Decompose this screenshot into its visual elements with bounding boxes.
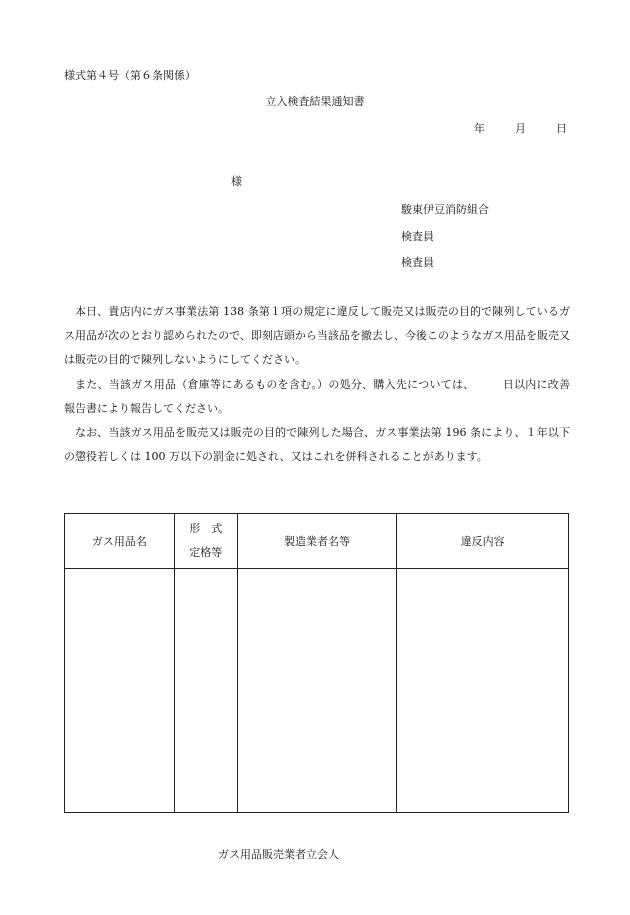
gas-products-table (64, 513, 569, 813)
vendor-witness-label: ガス用品販売業者立会人 (218, 848, 339, 861)
date-year: 年 (474, 122, 485, 135)
cell-violation (397, 569, 569, 813)
table-header-row (65, 514, 569, 569)
inspector-2: 検査員 (401, 256, 434, 269)
inspector-1: 検査員 (401, 230, 434, 243)
header-manufacturer: 製造業者名等 (237, 514, 397, 569)
header-rating: 定格等 (189, 546, 223, 559)
cell-model-rating (174, 569, 237, 813)
header-violation: 違反内容 (397, 514, 569, 569)
date-line (474, 120, 567, 136)
date-day: 日 (556, 122, 567, 135)
notice-body (64, 300, 570, 469)
header-model-rating (174, 514, 237, 569)
cell-manufacturer (237, 569, 397, 813)
paragraph-2 (64, 373, 570, 421)
paragraph-1: 本日、貴店内にガス事業法第 138 条第１項の規定に違反して販売又は販売の目的で陳列しているガス用品が次のとおり認められたので、即刻店頭から当該品を撤去し、今後このようなガス用品を販売又は販売の目的で陳列しないようにしてください。 (64, 305, 570, 367)
document-title: 立入検査結果通知書 (265, 95, 365, 108)
addressee-suffix: 様 (231, 175, 242, 188)
form-number: 様式第４号（第６条関係） (64, 69, 196, 82)
paragraph-2-after: 日以内に改善報告書により報告してください。 (64, 377, 570, 415)
header-model: 形 式 (189, 522, 223, 535)
paragraph-3: なお、当該ガス用品を販売又は販売の目的で陳列した場合、ガス事業法第 196 条により、１年以下の懲役若しくは 100 万以下の罰金に処され、又はこれを併科されることがあります。 (64, 426, 570, 464)
table-row (65, 569, 569, 813)
paragraph-2-before: また、当該ガス用品（倉庫等にあるものを含む。）の処分、購入先については、 (75, 377, 475, 391)
sender-organization: 駿東伊豆消防組合 (401, 203, 489, 216)
cell-product-name (65, 569, 175, 813)
date-month: 月 (515, 122, 526, 135)
header-product-name: ガス用品名 (65, 514, 175, 569)
